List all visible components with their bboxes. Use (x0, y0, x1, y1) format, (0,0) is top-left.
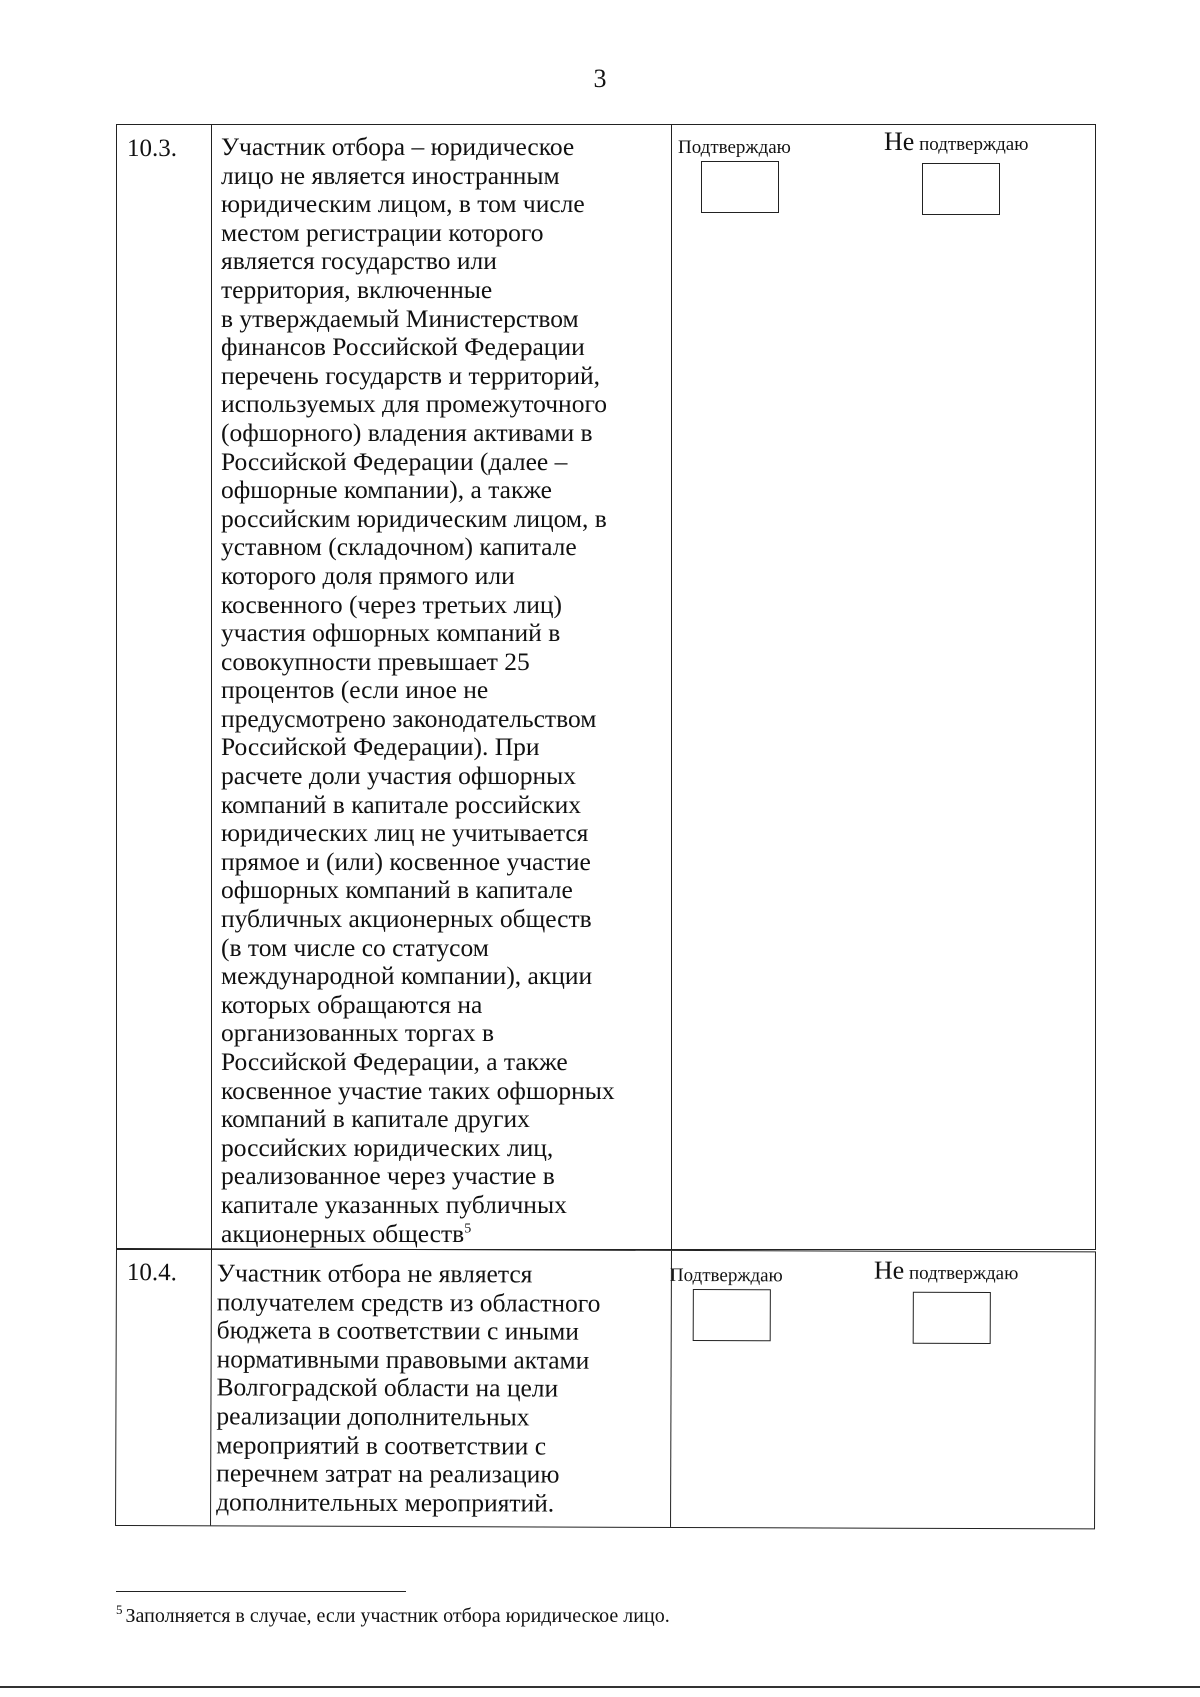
item-text-body: Участник отбора – юридическое лицо не является иностранным юридическим лицом, в том числе местом регистрации которого является государство или территория, включенные в утверждаемый Министерством финансов Российской Федерации перечень государств и территорий, используемых для промежуточного (офшорного) владения активами в Российской Федерации (далее – офшорные компании), а также российским юридическим лицом, в уставном (складочном) капитале которого доля прямого или косвенного (через третьих лиц) участия офшорных компаний в совокупности превышает 25 процентов (если иное не предусмотрено законодательством Российской Федерации). При расчете доли участия офшорных компаний в капитале российских юридических лиц не учитывается прямое и (или) косвенное участие офшорных компаний в капитале публичных акционерных обществ (в том числе со статусом международной компании), акции которых обращаются на организованных торгах в Российской Федерации, а также косвенное участие таких офшорных компаний в капитале других российских юридических лиц, реализованное через участие в капитале указанных публичных акционерных обществ (221, 132, 615, 1248)
confirm-checkbox[interactable] (693, 1289, 771, 1341)
footnote-text: Заполняется в случае, если участник отбора юридическое лицо. (125, 1605, 670, 1627)
confirm-label: Подтверждаю (669, 1264, 783, 1287)
footnote-mark: 5 (116, 1602, 123, 1618)
item-number: 10.4. (126, 1259, 177, 1287)
item-text (221, 133, 671, 1248)
column-divider (211, 125, 212, 1249)
not-confirm-checkbox[interactable] (913, 1292, 991, 1344)
not-confirm-rest: подтверждаю (919, 134, 1029, 155)
column-divider (210, 1249, 212, 1525)
item-text: Участник отбора не является получателем средств из областного бюджета в соответствии с иными нормативными правовыми актами Волгоградской области на цели реализации дополнительных мероприятий в соответствии с перечнем затрат на реализацию дополнительных мероприятий. (216, 1258, 601, 1518)
confirm-checkbox[interactable] (701, 161, 779, 213)
not-confirm-label (873, 1255, 1019, 1286)
table-row (116, 124, 1096, 1250)
footnote (116, 1604, 670, 1628)
footnote-separator (116, 1591, 406, 1592)
column-divider (671, 125, 672, 1249)
not-confirm-label (884, 127, 1029, 156)
page-bottom-edge (0, 1686, 1200, 1688)
not-confirm-rest: подтверждаю (908, 1262, 1019, 1285)
confirmation-table (116, 124, 1096, 1526)
not-confirm-ne: Не (873, 1255, 905, 1285)
item-number: 10.3. (127, 135, 177, 162)
footnote-reference: 5 (464, 1221, 472, 1237)
not-confirm-ne: Не (884, 127, 915, 156)
confirm-label: Подтверждаю (678, 137, 791, 158)
column-divider (670, 1251, 672, 1527)
table-row (115, 1248, 1096, 1529)
not-confirm-checkbox[interactable] (922, 163, 1000, 215)
page-number: 3 (593, 64, 607, 93)
